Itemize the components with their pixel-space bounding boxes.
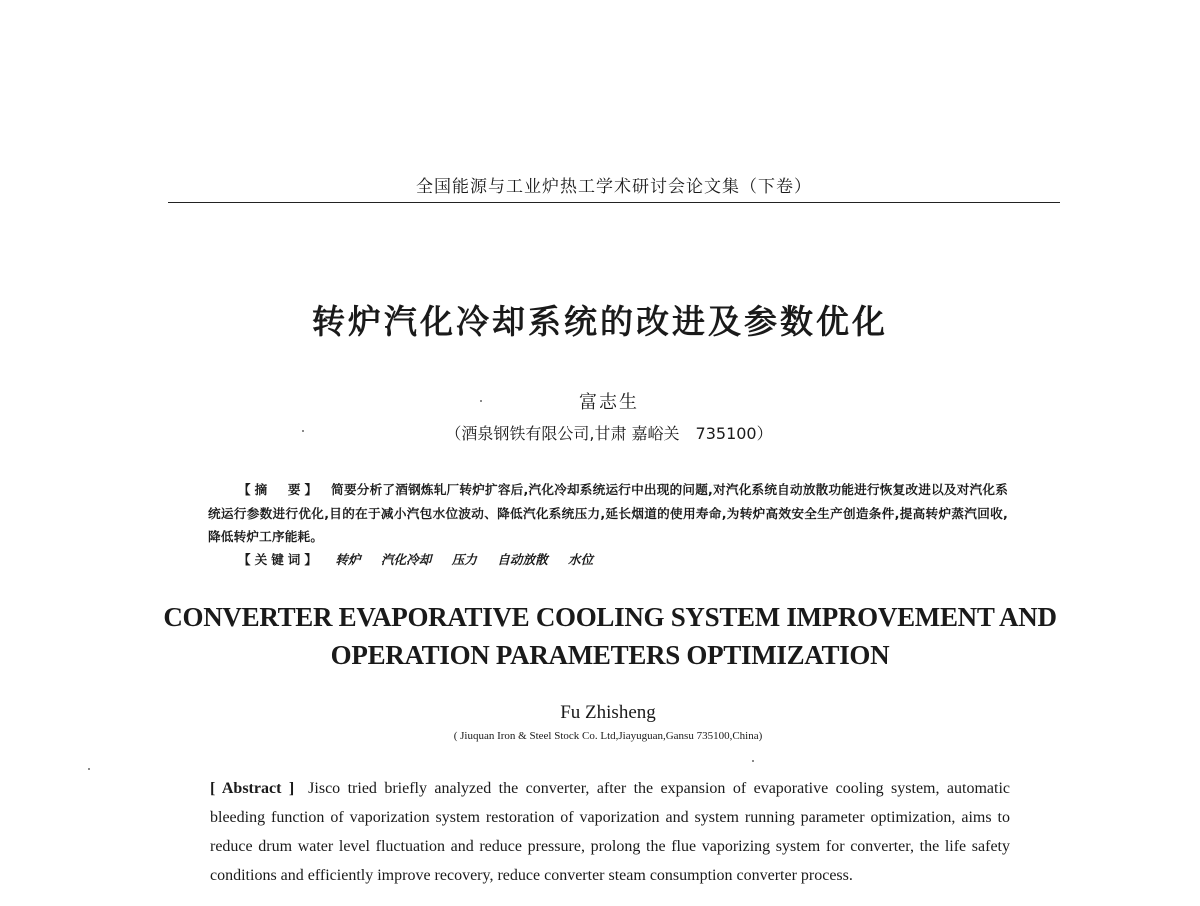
scan-speck [480,400,482,402]
keyword: 转炉 [335,552,361,567]
chinese-affiliation: （酒泉钢铁有限公司,甘肃 嘉峪关 735100） [445,424,773,443]
chinese-author: 富志生 [579,392,639,413]
keyword: 自动放散 [497,552,548,567]
chinese-abstract-text: 简要分析了酒钢炼轧厂转炉扩容后,汽化冷却系统运行中出现的问题,对汽化系统自动放散功能进行恢复改进以及对汽化系统运行参数进行优化,目的在于减小汽包水位波动、降低汽化系统压力,延长烟道的使用寿命,为转炉高效安全生产创造条件,提高转炉蒸汽回收,降低转炉工序能耗。 [208,482,1008,544]
english-affiliation: ( Jiuquan Iron & Steel Stock Co. Ltd,Jiayuguan,Gansu 735100,China) [453,730,763,742]
english-abstract-label: [ Abstract ] [210,780,295,797]
english-abstract [210,774,1010,890]
chinese-abstract-label: 【摘 要】 [238,482,322,497]
running-header: 全国能源与工业炉热工学术研讨会论文集（下卷） [416,177,812,197]
chinese-keywords-label: 【关键词】 [238,552,321,567]
chinese-abstract [208,478,1008,549]
english-abstract-text: Jisco tried briefly analyzed the converter, after the expansion of evaporative cooling system, automatic bleeding function of vaporization system restoration of vaporization and system running parameter optimization, aims to reduce drum water level fluctuation and reduce pressure, prolong the flue vaporizing system for converter, the life safety conditions and efficiently improve recovery, reduce converter steam consumption converter process. [210,780,1011,884]
chinese-keywords [238,550,1008,570]
chinese-title: 转炉汽化冷却系统的改进及参数优化 [312,302,888,341]
english-author: Fu Zhisheng [560,702,656,723]
scan-speck [302,430,304,432]
scan-speck [752,760,754,762]
keyword: 水位 [568,552,594,567]
header-rule [168,202,1060,203]
keyword: 压力 [451,552,477,567]
english-title: CONVERTER EVAPORATIVE COOLING SYSTEM IMPROVEMENT AND OPERATION PARAMETERS OPTIMIZATION [163,602,1057,670]
scan-speck [88,768,90,770]
keyword: 汽化冷却 [380,552,432,567]
